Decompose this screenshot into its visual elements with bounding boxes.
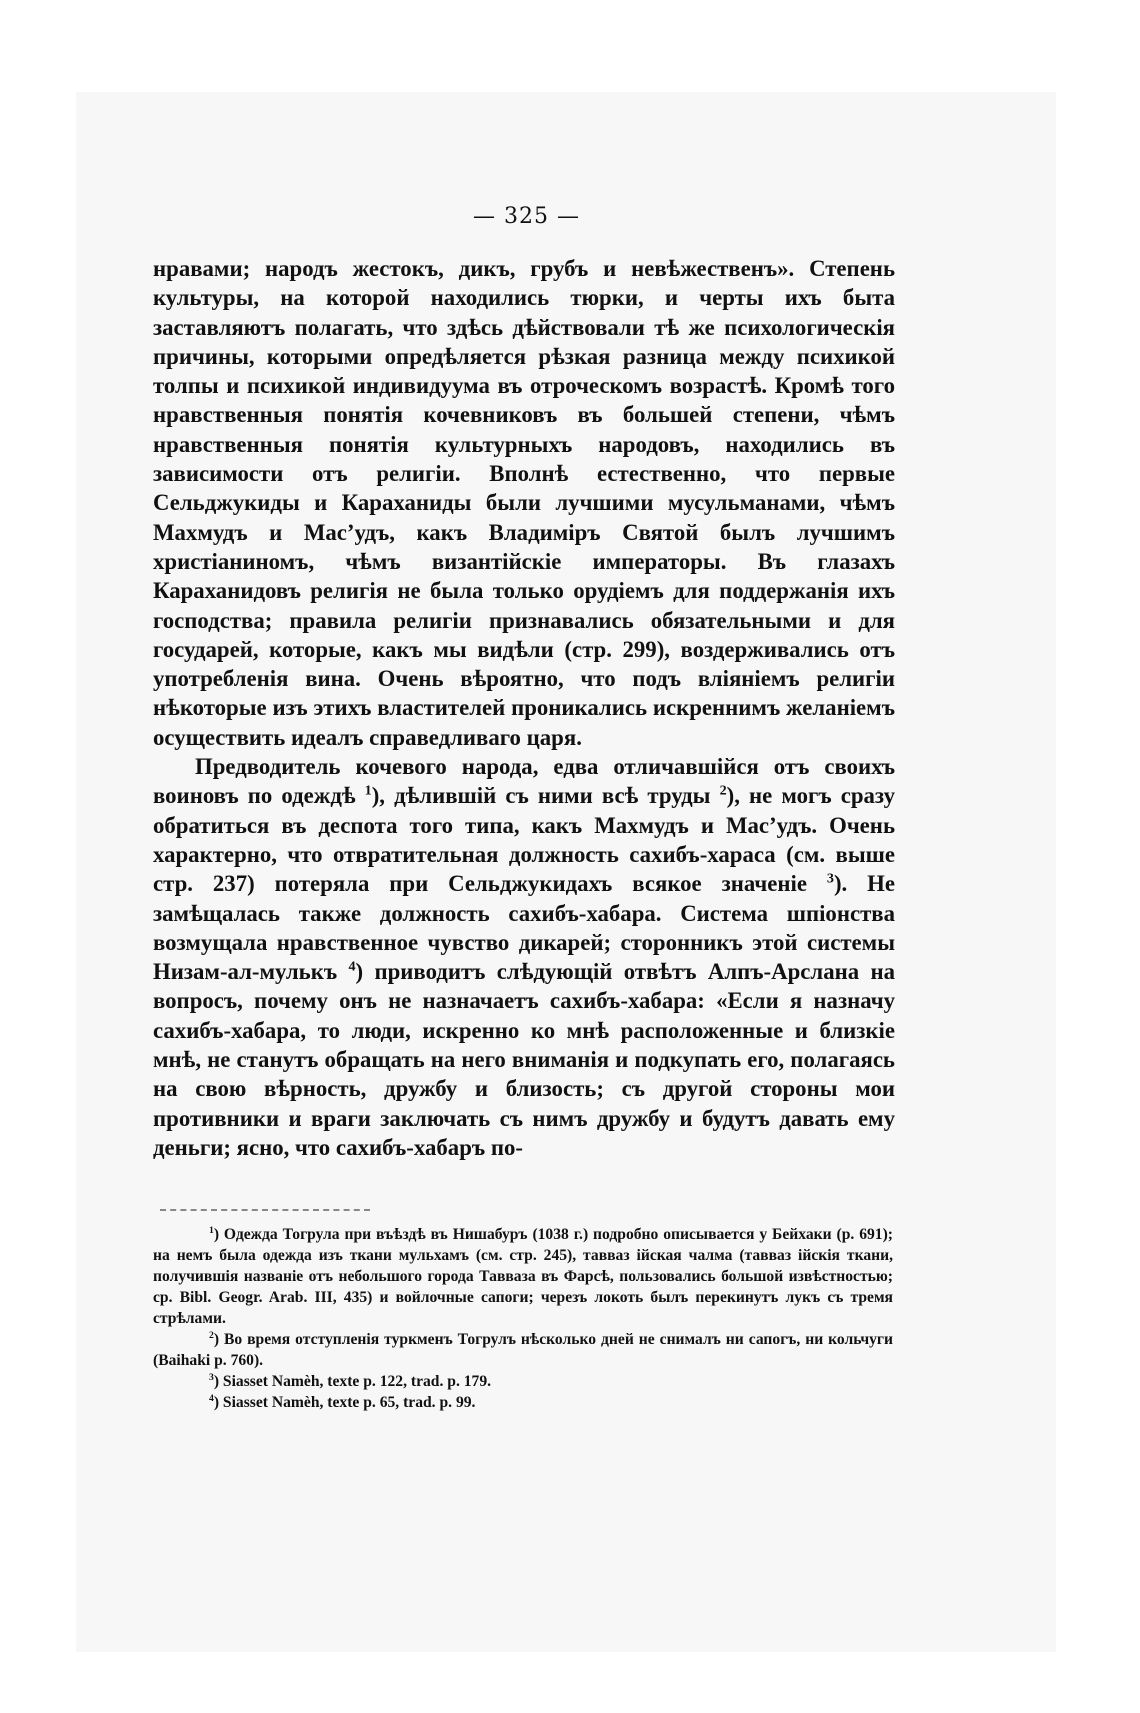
paragraph-1: нравами; народъ жестокъ, дикъ, грубъ и невѣжественъ». Степень культуры, на которой находились тюрки, и черты ихъ быта заставляютъ полагать, что здѣсь дѣйствовали тѣ же психологическія причины, которыми опредѣляется рѣзкая разница между психикой толпы и психикой индивидуума въ отроческомъ возрастѣ. Кромѣ того нравственныя понятія кочевниковъ въ большей степени, чѣмъ нравственныя понятія культурныхъ народовъ, находились въ зависимости отъ религіи. Вполнѣ естественно, что первые Сельджукиды и Караханиды были лучшими мусульманами, чѣмъ Махмудъ и Мас’удъ, какъ Владиміръ Святой былъ лучшимъ христіаниномъ, чѣмъ византійскіе императоры. Въ глазахъ Караханидовъ религія не была только орудіемъ для поддержанія ихъ господства; правила религіи признавались обязательными и для государей, которые, какъ мы видѣли (стр. 299), воздерживались отъ употребленія вина. Очень вѣроятно, что подъ вліяніемъ религіи нѣкоторые изъ этихъ властителей проникались искреннимъ желаніемъ осуществить идеалъ справедливаго царя. — [153, 256, 895, 750]
paragraph-2-segment: Предводитель кочевого народа, едва отличавшійся отъ своихъ воиновъ по одеждѣ — [153, 754, 895, 809]
footnote-marker: 2 — [209, 1329, 214, 1341]
footnotes — [153, 1224, 893, 1413]
paragraph-2-segment: ), дѣлившій съ ними всѣ труды — [371, 783, 720, 809]
page-number: — 325 — — [473, 204, 580, 229]
footnote-marker: 4 — [209, 1392, 214, 1404]
footnote-ref-2[interactable]: 2 — [719, 782, 727, 799]
footnote-marker: 1 — [209, 1224, 214, 1236]
paragraph-2-segment: ), не могъ сразу обратиться въ деспота того типа, какъ Махмудъ и Мас’удъ. Очень характерно, что отвратительная должность сахибъ-хараса (см. выше стр. 237) потеряла при Сельджукидахъ всякое значеніе — [153, 783, 895, 897]
footnote-text: ) Siasset Namèh, texte p. 65, trad. p. 99. — [213, 1394, 476, 1411]
main-text — [153, 254, 895, 1162]
paragraph-2 — [153, 752, 895, 1162]
footnote-1 — [153, 1224, 893, 1329]
footnote-ref-1[interactable]: 1 — [364, 782, 372, 799]
footnote-separator — [160, 1209, 370, 1211]
footnote-text: ) Siasset Namèh, texte p. 122, trad. p. 179. — [213, 1373, 492, 1390]
footnote-text: ) Одежда Тогрула при въѣздѣ въ Нишабуръ (1038 г.) подробно описывается у Бейхаки (p. 691); на немъ была одежда изъ ткани мульхамъ (см. стр. 245), тавваз ійская чалма (тавваз ійскія ткани, получившія названіе отъ небольшого города Тавваза въ Фарсѣ, пользовались большой извѣстностью; ср. Bibl. Geogr. Arab. III, 435) и войлочные сапоги; черезъ локоть былъ перекинутъ лукъ съ тремя стрѣлами. — [153, 1226, 893, 1327]
paragraph-2-segment: ). Не замѣщалась также должность сахибъ-хабара. Система шпіонства возмущала нравственное чувство дикарей; сторонникъ этой системы Низам-ал-мулькъ — [153, 871, 896, 985]
footnote-text: ) Во время отступленія туркменъ Тогрулъ нѣсколько дней не снималъ ни сапогъ, ни кольчуги (Baihaki p. 760). — [153, 1331, 893, 1369]
footnote-3 — [153, 1371, 893, 1392]
footnote-2 — [153, 1329, 893, 1371]
footnote-4 — [153, 1392, 893, 1413]
footnote-ref-3[interactable]: 3 — [826, 870, 834, 887]
paragraph-2-segment: ) приводитъ слѣдующій отвѣтъ Алпъ-Арслана на вопросъ, почему онъ не назначаетъ сахибъ-хабара: «Если я назначу сахибъ-хабара, то люди, искренно ко мнѣ расположенные и близкіе мнѣ, не станутъ обращать на него вниманія и подкупать его, полагаясь на свою вѣрность, дружбу и близость; съ другой стороны мои противники и враги заключать съ нимъ дружбу и будутъ давать ему деньги; ясно, что сахибъ-хабаръ по- — [153, 959, 895, 1160]
footnote-marker: 3 — [209, 1371, 214, 1383]
footnote-ref-4[interactable]: 4 — [348, 958, 356, 975]
